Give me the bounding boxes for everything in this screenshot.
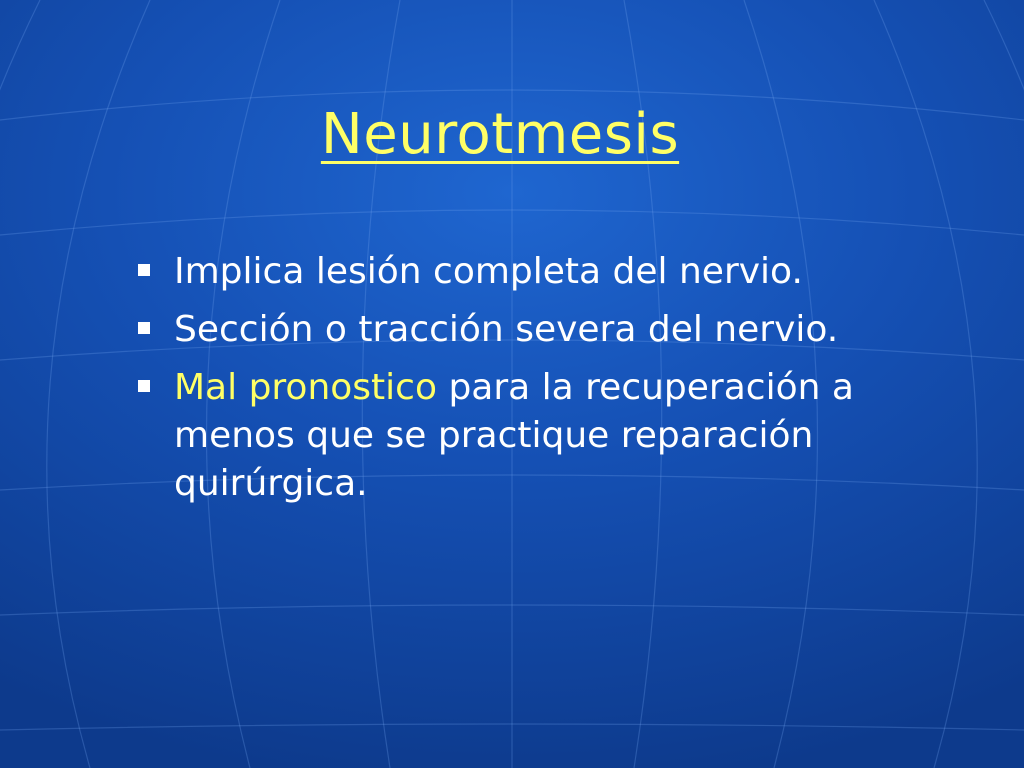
- bullet-text: para la recuperación a menos que se practique reparación quirúrgica.: [174, 367, 854, 504]
- square-bullet-icon: [138, 322, 150, 334]
- bullet-list: [136, 248, 896, 518]
- highlighted-text: Mal pronostico: [174, 367, 437, 408]
- bullet-item: [136, 306, 896, 354]
- bullet-item: [136, 364, 896, 508]
- bullet-text: Sección o tracción severa del nervio.: [174, 309, 839, 350]
- bullet-item: [136, 248, 896, 296]
- slide-title: Neurotmesis: [320, 102, 680, 167]
- bullet-text: Implica lesión completa del nervio.: [174, 251, 803, 292]
- square-bullet-icon: [138, 264, 150, 276]
- square-bullet-icon: [138, 380, 150, 392]
